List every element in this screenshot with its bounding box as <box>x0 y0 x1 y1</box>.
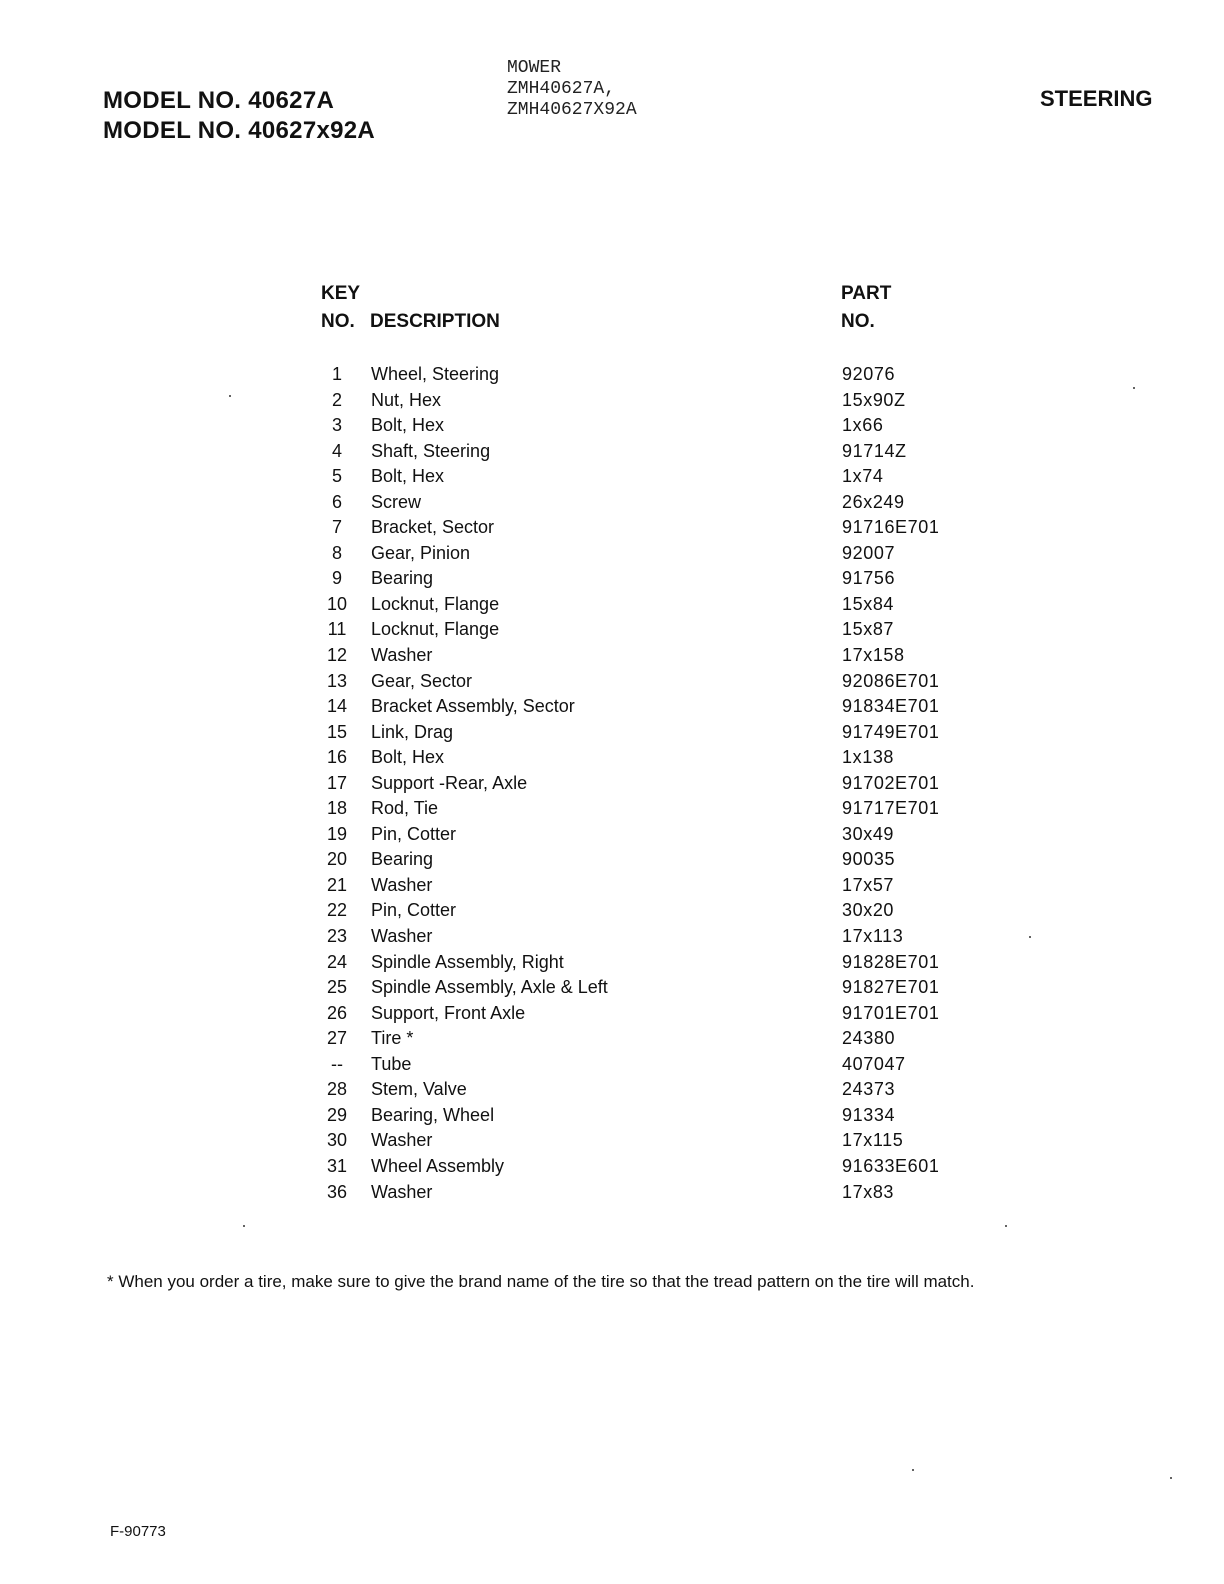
parts-row-description: Screw <box>371 491 422 512</box>
parts-row-part-number: 17x57 <box>842 874 895 895</box>
parts-row-part-number: 1x66 <box>842 415 884 436</box>
parts-row-key: 2 <box>331 389 342 410</box>
parts-row-key: 31 <box>326 1155 348 1176</box>
parts-row-key: 18 <box>326 798 348 819</box>
parts-row <box>318 1103 978 1129</box>
parts-row-key: 15 <box>326 721 348 742</box>
parts-row-part-number: 91701E701 <box>842 1002 940 1023</box>
parts-row-description: Bearing, Wheel <box>371 1104 495 1125</box>
parts-row-key: 10 <box>326 593 348 614</box>
parts-row-description: Pin, Cotter <box>371 900 457 921</box>
parts-row <box>318 771 978 797</box>
parts-row-description: Washer <box>371 1130 433 1151</box>
parts-row-part-number: 1x138 <box>842 747 895 768</box>
mower-line-1: MOWER <box>507 58 562 78</box>
parts-row-description: Bolt, Hex <box>371 415 445 436</box>
parts-row <box>318 617 978 643</box>
parts-row-key: 19 <box>326 823 348 844</box>
parts-row-part-number: 91714Z <box>842 440 907 461</box>
parts-row-part-number: 92007 <box>842 542 896 563</box>
parts-row <box>318 796 978 822</box>
parts-row-key: 8 <box>331 542 342 563</box>
parts-row-part-number: 91756 <box>842 568 896 589</box>
parts-row-key: -- <box>331 1053 343 1074</box>
parts-row <box>318 1128 978 1154</box>
parts-row-key: 25 <box>326 977 348 998</box>
parts-row <box>318 950 978 976</box>
mower-line-2: ZMH40627A, <box>507 79 616 99</box>
parts-row-part-number: 91827E701 <box>842 977 940 998</box>
parts-row-key: 17 <box>326 772 348 793</box>
column-header-part-no: NO. <box>841 311 875 332</box>
parts-row-description: Pin, Cotter <box>371 823 457 844</box>
scan-speck <box>912 1469 914 1471</box>
parts-row <box>318 515 978 541</box>
parts-row-key: 3 <box>331 415 342 436</box>
column-header-part: PART <box>841 283 892 304</box>
parts-row-key: 11 <box>327 619 347 640</box>
parts-row-description: Tube <box>371 1053 412 1074</box>
parts-row-part-number: 1x74 <box>842 466 884 487</box>
parts-row-description: Gear, Pinion <box>371 542 471 563</box>
parts-list <box>318 362 978 1205</box>
parts-row-key: 1 <box>331 364 342 384</box>
model-numbers <box>103 86 375 146</box>
parts-row-part-number: 30x20 <box>842 900 895 921</box>
column-header-description: DESCRIPTION <box>370 311 500 332</box>
parts-row <box>318 464 978 490</box>
parts-row-description: Bolt, Hex <box>371 466 445 487</box>
parts-row <box>318 1180 978 1206</box>
parts-row <box>318 388 978 414</box>
parts-row-description: Link, Drag <box>371 721 454 742</box>
parts-row-part-number: 26x249 <box>842 491 905 512</box>
parts-row-key: 24 <box>326 951 348 972</box>
parts-row-part-number: 91717E701 <box>842 798 940 819</box>
parts-row <box>318 1154 978 1180</box>
parts-row-part-number: 407047 <box>842 1053 906 1074</box>
parts-row-key: 5 <box>331 466 342 487</box>
form-number: F-90773 <box>110 1523 166 1540</box>
parts-row-part-number: 91716E701 <box>842 517 940 538</box>
column-header-key: KEY <box>321 283 361 304</box>
parts-row-part-number: 15x84 <box>842 593 895 614</box>
scan-speck <box>229 395 231 397</box>
parts-row <box>318 1001 978 1027</box>
scan-speck <box>1133 387 1135 389</box>
parts-row <box>318 975 978 1001</box>
parts-row-part-number: 91633E601 <box>842 1155 940 1176</box>
parts-row-description: Shaft, Steering <box>371 440 491 461</box>
parts-row-description: Locknut, Flange <box>371 593 500 614</box>
parts-row-description: Wheel, Steering <box>371 364 500 384</box>
scan-speck <box>1029 936 1031 938</box>
parts-row-part-number: 17x158 <box>842 645 905 666</box>
parts-row-part-number: 15x90Z <box>842 389 906 410</box>
parts-row-key: 28 <box>326 1079 348 1100</box>
parts-row-description: Gear, Sector <box>371 670 473 691</box>
parts-row-key: 26 <box>326 1002 348 1023</box>
parts-row-description: Bearing <box>371 849 434 870</box>
parts-row-part-number: 91334 <box>842 1104 896 1125</box>
parts-row-part-number: 24380 <box>842 1028 896 1049</box>
parts-row-key: 7 <box>331 517 342 538</box>
parts-row-part-number: 92086E701 <box>842 670 940 691</box>
scan-speck <box>243 1225 245 1227</box>
parts-row-key: 36 <box>326 1181 348 1202</box>
parts-row-part-number: 90035 <box>842 849 896 870</box>
parts-row-description: Tire * <box>371 1028 414 1049</box>
mower-models <box>507 58 637 121</box>
parts-row <box>318 822 978 848</box>
scan-speck <box>1005 1225 1007 1227</box>
parts-row <box>318 1026 978 1052</box>
parts-row-description: Stem, Valve <box>371 1079 467 1100</box>
parts-row-key: 16 <box>326 747 348 768</box>
parts-row-key: 13 <box>326 670 348 691</box>
column-header-key-no: NO. <box>321 311 355 332</box>
parts-row-description: Bearing <box>371 568 434 589</box>
parts-row <box>318 745 978 771</box>
parts-row <box>318 566 978 592</box>
model-line-1: MODEL NO. 40627A <box>103 87 335 114</box>
parts-row-part-number: 17x115 <box>842 1130 904 1151</box>
parts-row-description: Locknut, Flange <box>371 619 500 640</box>
parts-row-key: 4 <box>331 440 342 461</box>
parts-row-description: Bracket Assembly, Sector <box>371 696 575 717</box>
parts-row-description: Support -Rear, Axle <box>371 772 528 793</box>
parts-row <box>318 439 978 465</box>
parts-row <box>318 1077 978 1103</box>
parts-row-description: Spindle Assembly, Axle & Left <box>371 977 608 998</box>
parts-row <box>318 873 978 899</box>
parts-row <box>318 720 978 746</box>
parts-row-key: 22 <box>326 900 348 921</box>
parts-row-part-number: 92076 <box>842 364 896 384</box>
mower-line-3: ZMH40627X92A <box>507 100 637 120</box>
parts-row-key: 6 <box>331 491 342 512</box>
parts-row-description: Wheel Assembly <box>371 1155 505 1176</box>
parts-row-part-number: 91834E701 <box>842 696 940 717</box>
parts-row <box>318 669 978 695</box>
parts-row-description: Bolt, Hex <box>371 747 445 768</box>
tire-footnote: * When you order a tire, make sure to give the brand name of the tire so that the tread pattern on the tire will match. <box>107 1272 975 1291</box>
parts-row-description: Nut, Hex <box>371 389 442 410</box>
parts-row-key: 29 <box>326 1104 348 1125</box>
parts-row-part-number: 91749E701 <box>842 721 940 742</box>
parts-row <box>318 1052 978 1078</box>
parts-row-key: 12 <box>326 645 348 666</box>
parts-row <box>318 847 978 873</box>
parts-row-key: 21 <box>326 874 348 895</box>
parts-row-part-number: 24373 <box>842 1079 896 1100</box>
parts-row-part-number: 91702E701 <box>842 772 940 793</box>
parts-row-description: Support, Front Axle <box>371 1002 526 1023</box>
parts-row-part-number: 30x49 <box>842 823 895 844</box>
model-line-2: MODEL NO. 40627x92A <box>103 117 376 144</box>
parts-row <box>318 362 978 388</box>
parts-row-description: Spindle Assembly, Right <box>371 951 564 972</box>
parts-row-key: 20 <box>326 849 348 870</box>
parts-row-part-number: 17x113 <box>842 926 904 947</box>
parts-row-description: Bracket, Sector <box>371 517 495 538</box>
parts-row-key: 30 <box>326 1130 348 1151</box>
section-title: STEERING <box>1040 86 1153 111</box>
parts-row-description: Rod, Tie <box>371 798 439 819</box>
parts-row-part-number: 17x83 <box>842 1181 895 1202</box>
parts-row-part-number: 15x87 <box>842 619 895 640</box>
parts-row <box>318 413 978 439</box>
parts-row-description: Washer <box>371 645 433 666</box>
parts-row-description: Washer <box>371 926 433 947</box>
parts-row-description: Washer <box>371 1181 433 1202</box>
parts-row-description: Washer <box>371 874 433 895</box>
parts-row <box>318 592 978 618</box>
scan-speck <box>1170 1477 1172 1479</box>
parts-row <box>318 898 978 924</box>
parts-row-key: 27 <box>326 1028 348 1049</box>
parts-row <box>318 643 978 669</box>
parts-row <box>318 541 978 567</box>
parts-row-part-number: 91828E701 <box>842 951 940 972</box>
parts-row <box>318 694 978 720</box>
parts-row-key: 9 <box>331 568 342 589</box>
parts-row <box>318 924 978 950</box>
parts-row-key: 14 <box>326 696 348 717</box>
parts-row-key: 23 <box>326 926 348 947</box>
parts-row <box>318 490 978 516</box>
